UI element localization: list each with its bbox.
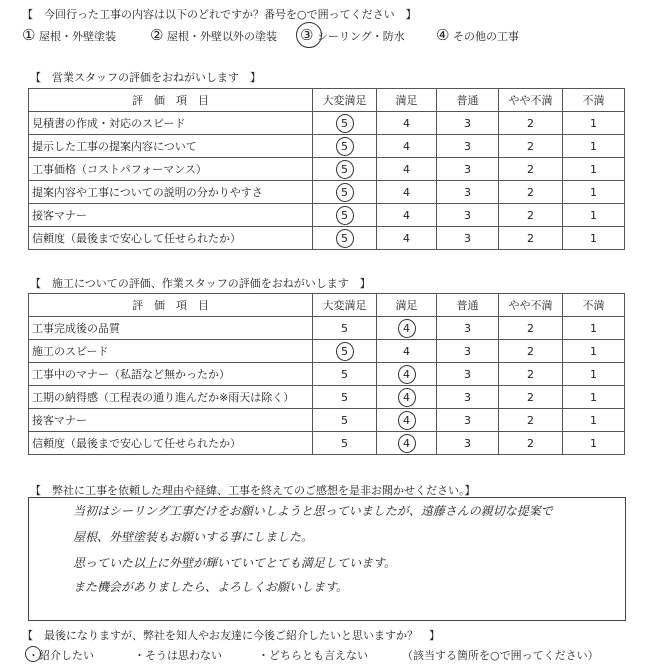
score-value: 2	[527, 390, 534, 404]
score-option[interactable]	[499, 204, 563, 227]
score-value: 1	[590, 367, 597, 381]
score-value: 4	[403, 344, 410, 358]
score-value: 1	[590, 231, 597, 245]
score-value: 4	[403, 231, 410, 245]
table-row	[29, 158, 625, 181]
score-value: 1	[590, 344, 597, 358]
q1-option-1[interactable]	[22, 26, 116, 44]
score-value: 3	[464, 185, 471, 199]
score-value: 5	[341, 162, 348, 176]
score-value: 3	[464, 367, 471, 381]
score-value: 3	[464, 321, 471, 335]
score-value: 5	[341, 116, 348, 130]
table-row	[29, 409, 625, 432]
evaluation-item: 見積書の作成・対応のスピード	[29, 112, 313, 135]
q1-option-4-label: その他の工事	[452, 30, 519, 43]
score-value: 5	[341, 139, 348, 153]
score-option[interactable]	[499, 181, 563, 204]
score-value: 4	[403, 413, 410, 427]
score-option[interactable]	[437, 112, 499, 135]
score-option[interactable]	[563, 409, 625, 432]
comment-line-1: 当初はシーリング工事だけをお願いしようと思っていましたが、遠藤さんの親切な提案で	[73, 504, 553, 518]
score-option[interactable]	[563, 317, 625, 340]
table-row	[29, 386, 625, 409]
score-value: 1	[590, 390, 597, 404]
score-option[interactable]	[499, 386, 563, 409]
evaluation-item: 施工のスピード	[29, 340, 313, 363]
score-option[interactable]	[377, 227, 437, 250]
score-value: 2	[527, 436, 534, 450]
evaluation-item: 提示した工事の提案内容について	[29, 135, 313, 158]
score-option[interactable]	[377, 432, 437, 455]
score-value: 5	[341, 208, 348, 222]
q5-option-3-label: どちらとも言えない	[269, 649, 368, 662]
score-option[interactable]	[437, 135, 499, 158]
score-value: 5	[341, 367, 348, 381]
score-value: 4	[403, 139, 410, 153]
score-option[interactable]	[377, 204, 437, 227]
q1-option-3[interactable]	[300, 26, 405, 44]
score-option[interactable]	[377, 158, 437, 181]
col-somewhat-dissatisfied: やや不満	[499, 294, 563, 317]
evaluation-item: 提案内容や工事についての説明の分かりやすさ	[29, 181, 313, 204]
score-option[interactable]	[313, 135, 377, 158]
score-value: 4	[403, 367, 410, 381]
evaluation-item: 信頼度（最後まで安心して任せられたか）	[29, 227, 313, 250]
score-option[interactable]	[437, 204, 499, 227]
score-option[interactable]	[499, 317, 563, 340]
evaluation-item: 工期の納得感（工程表の通り進んだか※雨天は除く）	[29, 386, 313, 409]
score-option[interactable]	[313, 227, 377, 250]
score-option[interactable]	[377, 363, 437, 386]
score-value: 1	[590, 436, 597, 450]
score-value: 4	[403, 390, 410, 404]
score-option[interactable]	[313, 363, 377, 386]
col-very-satisfied: 大変満足	[313, 89, 377, 112]
score-value: 1	[590, 116, 597, 130]
score-value: 5	[341, 321, 348, 335]
score-value: 2	[527, 413, 534, 427]
score-option[interactable]	[563, 227, 625, 250]
col-item: 評 価 項 目	[29, 294, 313, 317]
sales-evaluation-table	[28, 88, 625, 250]
q1-option-2-num: ②	[150, 26, 164, 44]
work-header: 【 施工についての評価、作業スタッフの評価をおねがいします 】	[30, 277, 371, 290]
score-option[interactable]	[499, 158, 563, 181]
q1-option-2[interactable]	[150, 26, 277, 44]
evaluation-item: 工事中のマナー（私語など無かったか）	[29, 363, 313, 386]
score-option[interactable]	[563, 181, 625, 204]
score-value: 2	[527, 231, 534, 245]
score-option[interactable]	[499, 363, 563, 386]
score-value: 1	[590, 321, 597, 335]
score-value: 3	[464, 436, 471, 450]
col-satisfied: 満足	[377, 294, 437, 317]
score-value: 4	[403, 162, 410, 176]
col-neutral: 普通	[437, 89, 499, 112]
table-row	[29, 181, 625, 204]
table-row	[29, 227, 625, 250]
q5-option-undecided[interactable]	[258, 647, 368, 663]
q5-note: （該当する箇所を○で囲ってください）	[402, 649, 599, 662]
q1-question: 【 今回行った工事の内容は以下のどれですか？番号を○で囲ってください 】	[22, 8, 417, 21]
score-option[interactable]	[437, 432, 499, 455]
score-option[interactable]	[437, 317, 499, 340]
bullet-icon: ・	[28, 649, 39, 662]
score-value: 2	[527, 208, 534, 222]
table-row	[29, 204, 625, 227]
score-option[interactable]	[499, 409, 563, 432]
score-option[interactable]	[437, 227, 499, 250]
q1-option-4-num: ④	[436, 26, 450, 44]
comment-line-3: 思っていた以上に外壁が輝いていてとても満足しています。	[73, 556, 397, 570]
q5-option-1-label: 紹介したい	[39, 649, 94, 662]
score-option[interactable]	[437, 363, 499, 386]
score-option[interactable]	[563, 135, 625, 158]
score-value: 4	[403, 208, 410, 222]
score-value: 2	[527, 185, 534, 199]
score-option[interactable]	[377, 340, 437, 363]
score-value: 5	[341, 390, 348, 404]
score-value: 2	[527, 139, 534, 153]
q1-option-1-label: 屋根・外壁塗装	[38, 30, 116, 43]
score-option[interactable]	[377, 181, 437, 204]
score-value: 4	[403, 321, 410, 335]
score-value: 1	[590, 139, 597, 153]
work-header-row	[29, 294, 625, 317]
score-option[interactable]	[563, 340, 625, 363]
q5-option-2-label: そうは思わない	[145, 649, 222, 662]
score-value: 1	[590, 185, 597, 199]
evaluation-item: 接客マナー	[29, 409, 313, 432]
score-option[interactable]	[377, 386, 437, 409]
q1-option-1-num: ①	[22, 26, 36, 44]
score-option[interactable]	[313, 340, 377, 363]
score-option[interactable]	[563, 158, 625, 181]
score-value: 1	[590, 162, 597, 176]
comments-header: 【 弊社に工事を依頼した理由や経緯、工事を終えてのご感想を是非お聞かせください。】	[30, 484, 476, 497]
score-value: 3	[464, 344, 471, 358]
evaluation-item: 工事価格（コストパフォーマンス）	[29, 158, 313, 181]
score-value: 5	[341, 231, 348, 245]
comment-line-4: また機会がありましたら、よろしくお願いします。	[73, 580, 349, 594]
score-option[interactable]	[437, 386, 499, 409]
score-option[interactable]	[313, 204, 377, 227]
score-value: 4	[403, 436, 410, 450]
score-value: 3	[464, 413, 471, 427]
score-option[interactable]	[499, 340, 563, 363]
col-satisfied: 満足	[377, 89, 437, 112]
score-value: 3	[464, 162, 471, 176]
work-evaluation-table	[28, 293, 625, 455]
score-option[interactable]	[563, 204, 625, 227]
score-value: 4	[403, 185, 410, 199]
score-option[interactable]	[313, 112, 377, 135]
comments-box[interactable]	[28, 497, 626, 621]
sales-header-row	[29, 89, 625, 112]
score-option[interactable]	[377, 112, 437, 135]
table-row	[29, 340, 625, 363]
score-value: 5	[341, 413, 348, 427]
score-value: 3	[464, 116, 471, 130]
score-value: 5	[341, 185, 348, 199]
score-option[interactable]	[313, 317, 377, 340]
score-value: 4	[403, 116, 410, 130]
score-value: 2	[527, 116, 534, 130]
score-option[interactable]	[499, 135, 563, 158]
score-option[interactable]	[437, 158, 499, 181]
table-row	[29, 112, 625, 135]
score-option[interactable]	[437, 409, 499, 432]
col-item: 評 価 項 目	[29, 89, 313, 112]
q5-option-not-recommend[interactable]	[134, 647, 222, 663]
score-value: 3	[464, 208, 471, 222]
col-very-satisfied: 大変満足	[313, 294, 377, 317]
bullet-icon: ・	[134, 649, 145, 662]
score-value: 3	[464, 390, 471, 404]
score-option[interactable]	[313, 432, 377, 455]
score-option[interactable]	[563, 363, 625, 386]
q1-option-3-label: シーリング・防水	[316, 30, 405, 43]
col-neutral: 普通	[437, 294, 499, 317]
score-option[interactable]	[437, 340, 499, 363]
score-value: 2	[527, 344, 534, 358]
score-value: 1	[590, 413, 597, 427]
score-option[interactable]	[313, 158, 377, 181]
q1-option-3-num: ③	[300, 26, 314, 44]
q5-question: 【 最後になりますが、弊社を知人やお友達に今後ご紹介したいと思いますか？ 】	[22, 629, 440, 642]
col-somewhat-dissatisfied: やや不満	[499, 89, 563, 112]
bullet-icon: ・	[258, 649, 269, 662]
col-dissatisfied: 不満	[563, 294, 625, 317]
score-option[interactable]	[563, 432, 625, 455]
evaluation-item: 信頼度（最後まで安心して任せられたか）	[29, 432, 313, 455]
score-value: 2	[527, 367, 534, 381]
score-option[interactable]	[499, 432, 563, 455]
col-dissatisfied: 不満	[563, 89, 625, 112]
score-value: 5	[341, 344, 348, 358]
evaluation-item: 工事完成後の品質	[29, 317, 313, 340]
score-option[interactable]	[377, 409, 437, 432]
score-option[interactable]	[313, 409, 377, 432]
score-value: 3	[464, 139, 471, 153]
score-value: 3	[464, 231, 471, 245]
table-row	[29, 363, 625, 386]
evaluation-item: 接客マナー	[29, 204, 313, 227]
score-option[interactable]	[313, 386, 377, 409]
score-option[interactable]	[499, 227, 563, 250]
table-row	[29, 432, 625, 455]
q5-option-recommend[interactable]	[28, 647, 94, 663]
score-option[interactable]	[499, 112, 563, 135]
score-option[interactable]	[313, 181, 377, 204]
score-value: 2	[527, 321, 534, 335]
score-value: 5	[341, 436, 348, 450]
score-value: 2	[527, 162, 534, 176]
table-row	[29, 135, 625, 158]
comment-line-2: 屋根、外壁塗装もお願いする事にしました。	[73, 530, 314, 544]
score-option[interactable]	[377, 135, 437, 158]
score-option[interactable]	[377, 317, 437, 340]
score-option[interactable]	[563, 112, 625, 135]
table-row	[29, 317, 625, 340]
score-value: 1	[590, 208, 597, 222]
score-option[interactable]	[437, 181, 499, 204]
q1-option-2-label: 屋根・外壁以外の塗装	[166, 30, 277, 43]
score-option[interactable]	[563, 386, 625, 409]
sales-header: 【 営業スタッフの評価をおねがいします 】	[30, 71, 261, 84]
q1-option-4[interactable]	[436, 26, 519, 44]
